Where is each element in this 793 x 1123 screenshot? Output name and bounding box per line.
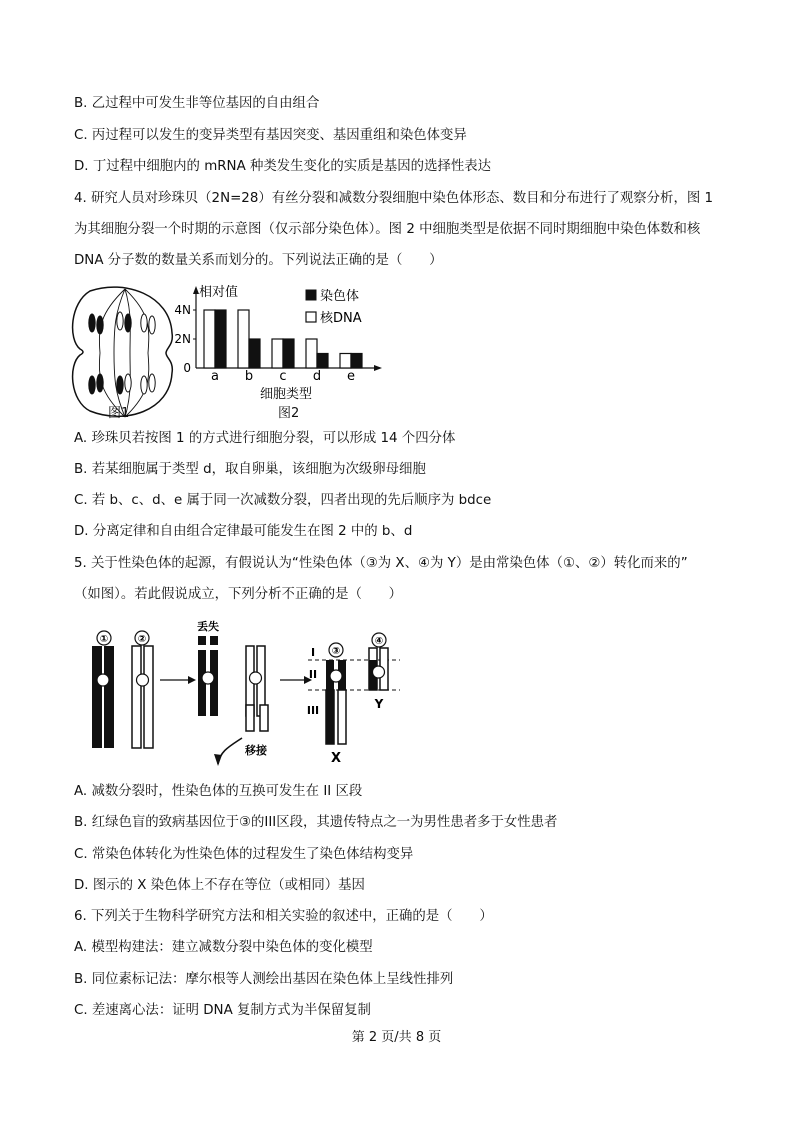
q4-option-a: A. 珍珠贝若按图 1 的方式进行细胞分裂，可以形成 14 个四分体 [74, 431, 456, 446]
q4-stem-line3: DNA 分子数的数量关系而划分的。下列说法正确的是（ ） [74, 253, 443, 268]
q5-stem-line2: （如图）。若此假说成立，下列分析不正确的是（ ） [74, 587, 403, 602]
label-chromosome-4: ④ [374, 636, 384, 647]
q4-option-b: B. 若某细胞属于类型 d，取自卵巢，该细胞为次级卵母细胞 [74, 462, 426, 477]
bar-dna-a [204, 310, 215, 368]
q6-option-a: A. 模型构建法：建立减数分裂中染色体的变化模型 [74, 940, 373, 955]
label-chromosome-2: ② [137, 634, 147, 645]
bar-dna-b [238, 310, 249, 368]
bar-chromosome-c [283, 339, 294, 368]
label-segment-2: II [308, 668, 318, 681]
q6-option-c: C. 差速离心法：证明 DNA 复制方式为半保留复制 [74, 1003, 371, 1018]
figure2-bar-chart [170, 282, 390, 406]
y-axis-label: 相对值 [199, 285, 239, 300]
q4-option-c: C. 若 b、c、d、e 属于同一次减数分裂，四者出现的先后顺序为 bdce [74, 493, 492, 508]
x-axis-arrow [374, 365, 382, 371]
legend-swatch-dna [306, 312, 316, 322]
q6-option-b: B. 同位素标记法：摩尔根等人测绘出基因在染色体上呈线性排列 [74, 972, 454, 987]
q5-chromosome-diagram [80, 616, 410, 766]
y-tick-label: 0 [183, 361, 191, 375]
legend-label-dna: 核DNA [320, 311, 362, 326]
label-chromosome-1: ① [99, 634, 109, 645]
bar-chromosome-b [249, 339, 260, 368]
label-segment-1: I [310, 646, 316, 659]
q4-stem-line2: 为其细胞分裂一个时期的示意图（仅示部分染色体）。图 2 中细胞类型是依据不同时期细胞中染色体数和核 [74, 222, 701, 237]
y-tick-label: 2N [174, 332, 191, 346]
x-axis-label: 细胞类型 [259, 387, 313, 402]
figure1-caption: 图1 [108, 406, 130, 421]
legend-swatch-chromosome [306, 290, 316, 300]
x-tick-label: c [279, 369, 287, 384]
q3-option-d: D. 丁过程中细胞内的 mRNA 种类发生变化的实质是基因的选择性表达 [74, 159, 492, 174]
y-tick-label: 4N [174, 303, 191, 317]
bar-dna-c [272, 339, 283, 368]
bar-chromosome-a [215, 310, 226, 368]
bar-chromosome-d [317, 354, 328, 369]
bar-dna-e [340, 354, 351, 369]
x-tick-label: b [244, 369, 254, 384]
q3-option-c: C. 丙过程可以发生的变异类型有基因突变、基因重组和染色体变异 [74, 128, 467, 143]
q6-stem: 6. 下列关于生物科学研究方法和相关实验的叙述中，正确的是（ ） [74, 909, 493, 924]
q5-option-d: D. 图示的 X 染色体上不存在等位（或相同）基因 [74, 878, 365, 893]
x-tick-label: a [211, 369, 219, 384]
bar-dna-d [306, 339, 317, 368]
q5-stem-line1: 5. 关于性染色体的起源，有假说认为“性染色体（③为 X、④为 Y）是由常染色体（①、②）转化而来的” [74, 556, 688, 571]
figure2-caption: 图2 [278, 406, 300, 421]
q5-option-a: A. 减数分裂时，性染色体的互换可发生在 II 区段 [74, 784, 363, 799]
q5-option-b: B. 红绿色盲的致病基因位于③的III区段，其遗传特点之一为男性患者多于女性患者 [74, 815, 558, 830]
q4-option-d: D. 分离定律和自由组合定律最可能发生在图 2 中的 b、d [74, 524, 413, 539]
q5-option-c: C. 常染色体转化为性染色体的过程发生了染色体结构变异 [74, 847, 414, 862]
legend-label-chromosome: 染色体 [320, 289, 360, 304]
q4-stem-line1: 4. 研究人员对珍珠贝（2N=28）有丝分裂和减数分裂细胞中染色体形态、数目和分布进行了观察分析，图 1 [74, 191, 714, 206]
bar-chromosome-e [351, 354, 362, 369]
q3-option-b: B. 乙过程中可发生非等位基因的自由组合 [74, 96, 320, 111]
label-lost: 丢失 [197, 620, 219, 633]
label-segment-3: III [306, 704, 320, 717]
x-tick-label: d [312, 369, 322, 384]
label-transfer: 移接 [245, 744, 267, 757]
label-y-chromosome: Y [374, 697, 384, 711]
page-footer: 第 2 页/共 8 页 [351, 1030, 442, 1045]
x-tick-label: e [347, 369, 355, 384]
label-chromosome-3: ③ [331, 646, 341, 657]
label-x-chromosome: X [330, 751, 342, 766]
